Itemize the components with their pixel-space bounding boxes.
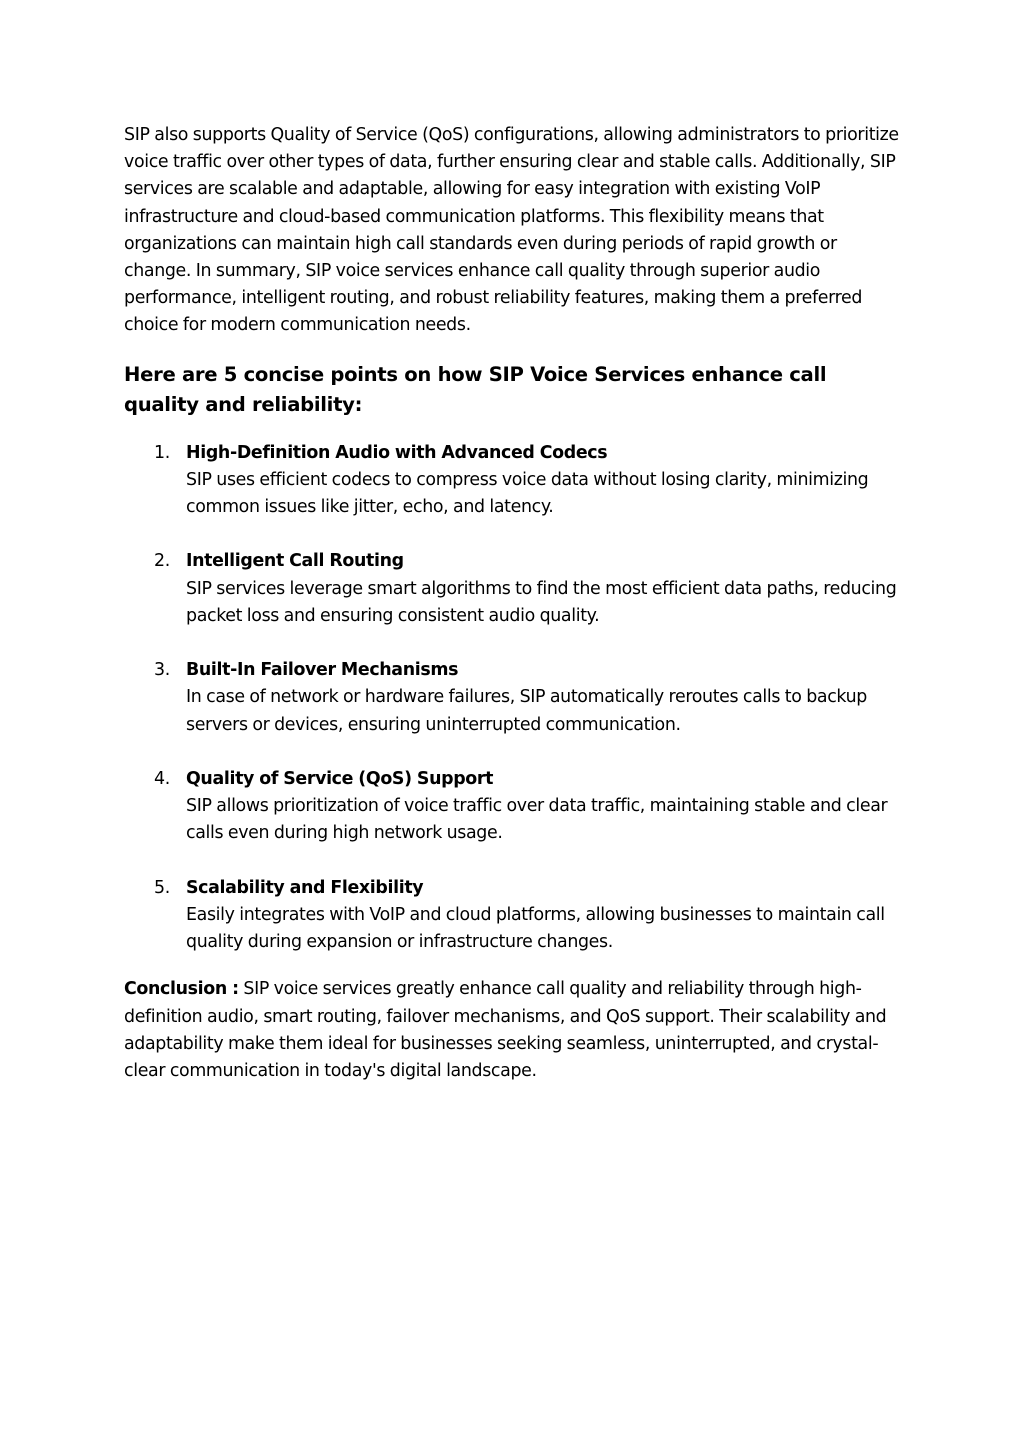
conclusion-text: SIP voice services greatly enhance call quality and reliability through high-definition audio, smart routing, failover mechanisms, and QoS support. Their scalability and adaptability make them ideal for businesses seeking seamless, uninterrupted, and crystal-clear communication in today's digital landscape. [124, 979, 887, 1082]
item-number: 1. [154, 442, 170, 463]
item-number: 5. [154, 877, 170, 898]
item-title: Quality of Service (QoS) Support [186, 769, 494, 790]
item-number: 3. [154, 660, 170, 681]
item-description: SIP allows prioritization of voice traffic over data traffic, maintaining stable and clear calls even during high network usage. [186, 796, 888, 844]
list-item [124, 875, 904, 957]
list-item [124, 548, 904, 630]
item-description: In case of network or hardware failures, SIP automatically reroutes calls to backup servers or devices, ensuring uninterrupted communication. [186, 687, 867, 735]
list-item [124, 766, 904, 848]
item-description: SIP uses efficient codecs to compress voice data without losing clarity, minimizing common issues like jitter, echo, and latency. [186, 469, 869, 518]
conclusion-label: Conclusion : [124, 979, 239, 1000]
item-title: Scalability and Flexibility [186, 877, 424, 898]
conclusion-paragraph [124, 976, 904, 1085]
section-heading: Here are 5 concise points on how SIP Voice Services enhance call quality and reliability: [124, 362, 827, 416]
item-description: Easily integrates with VoIP and cloud platforms, allowing businesses to maintain call quality during expansion or infrastructure changes. [186, 905, 885, 953]
item-number: 2. [154, 551, 170, 572]
item-number: 4. [154, 769, 170, 790]
item-title: Intelligent Call Routing [186, 551, 404, 572]
intro-paragraph: SIP also supports Quality of Service (QoS) configurations, allowing administrators to prioritize voice traffic over other types of data, further ensuring clear and stable calls. Additionally, SIP services are scalable and adaptable, allowing for easy integration with existing VoIP infrastructure and cloud-based communication platforms. This flexibility means that organizations can maintain high call standards even during periods of rapid growth or change. In summary, SIP voice services enhance call quality through superior audio performance, intelligent routing, and robust reliability features, making them a preferred choice for modern communication needs. [124, 125, 899, 336]
item-description: SIP services leverage smart algorithms to find the most efficient data paths, reducing packet loss and ensuring consistent audio quality. [186, 578, 897, 626]
document-page [124, 122, 904, 1085]
item-title: High-Definition Audio with Advanced Codecs [186, 442, 608, 463]
list-item [124, 657, 904, 739]
points-list [124, 440, 904, 957]
list-item [124, 440, 904, 522]
item-title: Built-In Failover Mechanisms [186, 660, 459, 681]
